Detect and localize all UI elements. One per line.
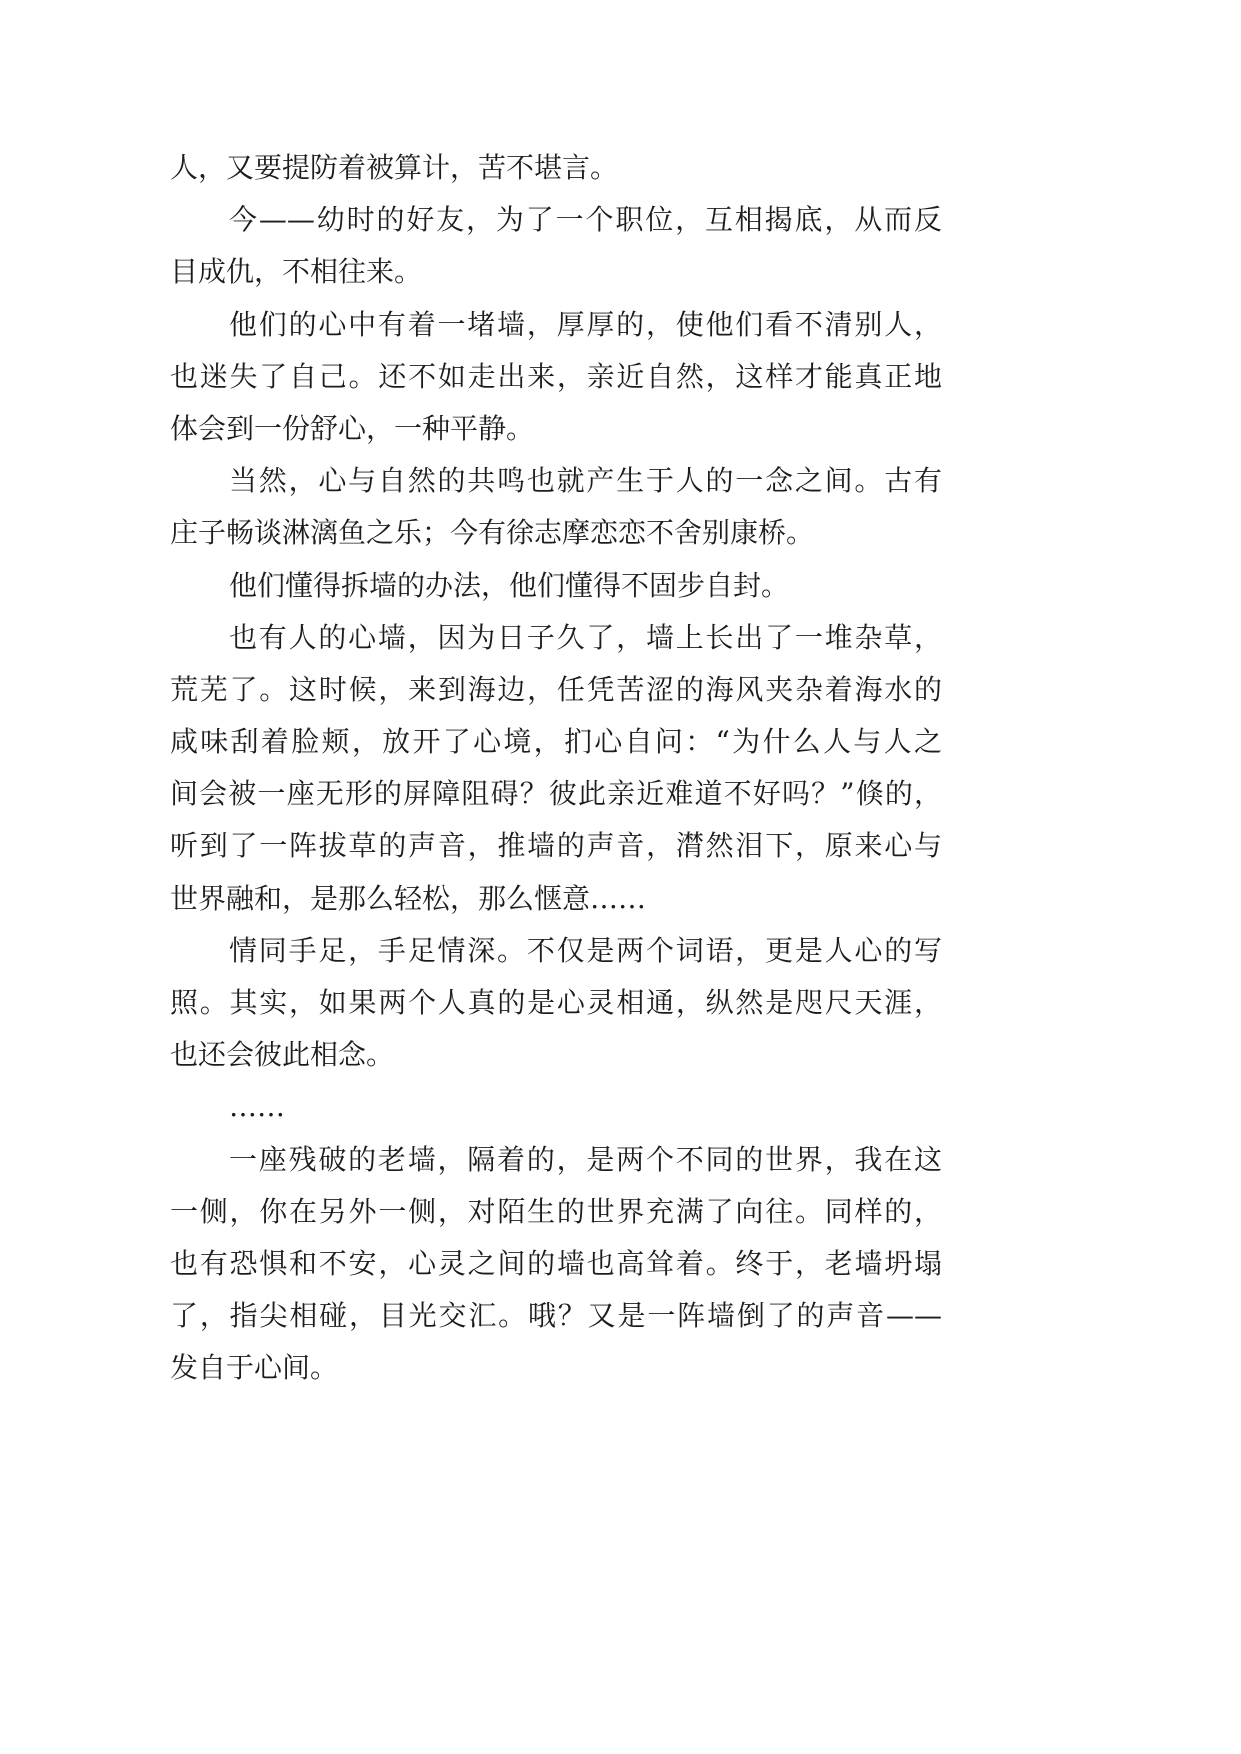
- text-line: 照。其实，如果两个人真的是心灵相通，纵然是咫尺天涯，: [170, 986, 942, 1019]
- text-line: 听到了一阵拔草的声音，推墙的声音，潸然泪下，原来心与: [170, 829, 942, 863]
- text-line: 体会到一份舒心，一种平静。: [170, 411, 535, 445]
- text-line: 也有恐惧和不安，心灵之间的墙也高耸着。终于，老墙坍塌: [170, 1246, 942, 1280]
- text-line: 也还会彼此相念。: [170, 1038, 395, 1072]
- text-line: 目成仇，不相往来。: [170, 255, 423, 289]
- paragraph: [170, 1134, 942, 1395]
- text-line: 世界融和，是那么轻松，那么惬意……: [170, 881, 647, 915]
- text-line: 咸味刮着脸颊，放开了心境，扪心自问：“为什么人与人之: [170, 725, 942, 759]
- text-line: 当然，心与自然的共鸣也就产生于人的一念之间。古有: [229, 464, 942, 498]
- paragraph: [170, 560, 942, 612]
- text-line: 了，指尖相碰，目光交汇。哦？又是一阵墙倒了的声音——: [170, 1299, 942, 1333]
- text-line: 庄子畅谈淋漓鱼之乐；今有徐志摩恋恋不舍别康桥。: [170, 516, 815, 550]
- text-line: ……: [229, 1090, 285, 1124]
- text-line: 他们懂得拆墙的办法，他们懂得不固步自封。: [229, 568, 790, 602]
- text-line: 人，又要提防着被算计，苦不堪言。: [170, 151, 619, 184]
- paragraph: [170, 925, 942, 1082]
- text-line: 也迷失了自己。还不如走出来，亲近自然，这样才能真正地: [170, 359, 942, 393]
- paragraph: [170, 455, 942, 559]
- text-line: 一座残破的老墙，隔着的，是两个不同的世界，我在这: [229, 1142, 942, 1176]
- text-line: 情同手足，手足情深。不仅是两个词语，更是人心的写: [229, 933, 942, 967]
- text-line: 发自于心间。: [170, 1351, 339, 1385]
- text-line: 他们的心中有着一堵墙，厚厚的，使他们看不清别人，: [229, 307, 942, 341]
- text-line: 间会被一座无形的屏障阻碍？彼此亲近难道不好吗？”倏的，: [170, 777, 942, 811]
- paragraph-continuation: [170, 142, 942, 194]
- text-line: 荒芜了。这时候，来到海边，任凭苦涩的海风夹杂着海水的: [170, 672, 942, 706]
- paragraph: [170, 194, 942, 298]
- document-body: [170, 142, 942, 1395]
- paragraph: [170, 299, 942, 456]
- text-line: 今——幼时的好友，为了一个职位，互相揭底，从而反: [229, 203, 942, 237]
- paragraph-ellipsis: [170, 1081, 942, 1133]
- paragraph: [170, 612, 942, 925]
- text-line: 也有人的心墙，因为日子久了，墙上长出了一堆杂草，: [229, 620, 942, 654]
- text-line: 一侧，你在另外一侧，对陌生的世界充满了向往。同样的，: [170, 1194, 942, 1228]
